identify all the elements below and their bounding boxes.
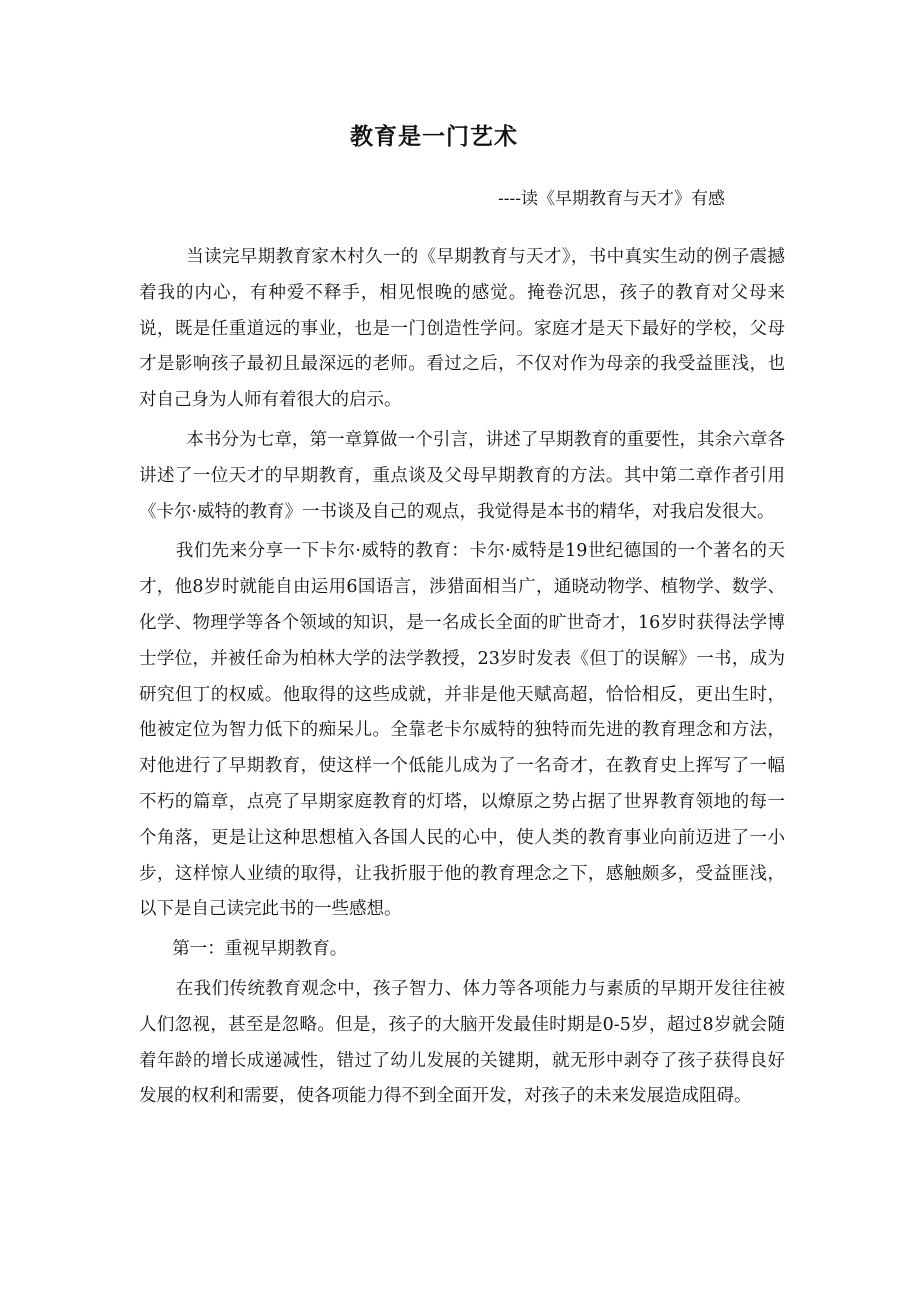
paragraph-heading-first: 第一：重视早期教育。	[172, 939, 348, 960]
paragraph-intro: 当读完早期教育家木村久一的《早期教育与天才》，书中真实生动的例子震撼着我的内心，有种爱不释手，相见恨晚的感觉。掩卷沉思，孩子的教育对父母来说，既是任重道远的事业，也是一门创造性学问。家庭才是天下最好的学校，父母才是影响孩子最初且最深远的老师。看过之后，不仅对作为母亲的我受益匪浅，也对自己身为人师有着很大的启示。	[139, 247, 785, 411]
paragraph-karl-witte: 我们先来分享一下卡尔·威特的教育：卡尔·威特是19世纪德国的一个著名的天才，他8岁时就能自由运用6国语言，涉猎面相当广，通晓动物学、植物学、数学、化学、物理学等各个领域的知识，是一名成长全面的旷世奇才，16岁时获得法学博士学位，并被任命为柏林大学的法学教授，23岁时发表《但丁的误解》一书，成为研究但丁的权威。他取得的这些成就，并非是他天赋高超，恰恰相反，更出生时，他被定位为智力低下的痴呆儿。全靠老卡尔威特的独特而先进的教育理念和方法，对他进行了早期教育，使这样一个低能儿成为了一名奇才，在教育史上挥写了一幅不朽的篇章，点亮了早期家庭教育的灯塔，以燎原之势占据了世界教育领地的每一个角落，更是让这种思想植入各国人民的心中，使人类的教育事业向前迈进了一小步，这样惊人业绩的取得，让我折服于他的教育理念之下，感触颇多，受益匪浅，以下是自己读完此书的一些感想。	[139, 541, 785, 920]
document-title: 教育是一门艺术	[350, 124, 518, 150]
paragraph-book-structure: 本书分为七章，第一章算做一个引言，讲述了早期教育的重要性，其余六章各讲述了一位天才的早期教育，重点谈及父母早期教育的方法。其中第二章作者引用《卡尔·威特的教育》一书谈及自己的观点，我觉得是本书的精华，对我启发很大。	[139, 429, 785, 522]
paragraph-early-education: 在我们传统教育观念中，孩子智力、体力等各项能力与素质的早期开发往往被人们忽视，甚至是忽略。但是，孩子的大脑开发最佳时期是0-5岁，超过8岁就会随着年龄的增长成递减性，错过了幼儿发展的关键期，就无形中剥夺了孩子获得良好发展的权利和需要，使各项能力得不到全面开发，对孩子的未来发展造成阻碍。	[139, 978, 785, 1107]
document-body	[139, 240, 785, 1115]
document-subtitle: ----读《早期教育与天才》有感	[498, 189, 725, 209]
